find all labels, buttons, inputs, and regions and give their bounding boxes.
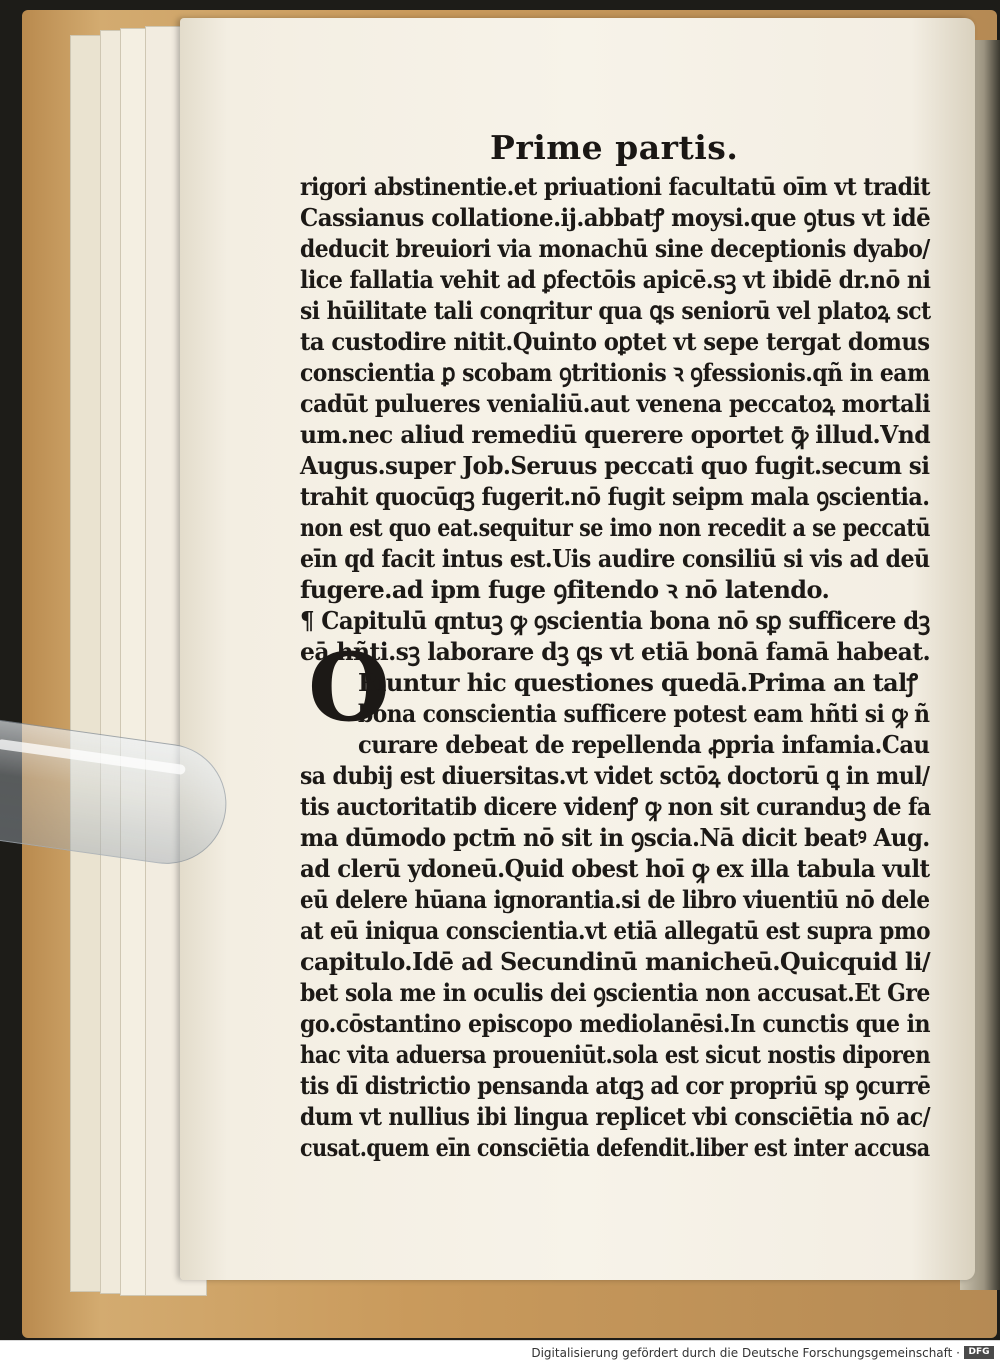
text-line: bona conscientia sufficere potest eam hñti si ꝙ ñ [358,699,930,728]
text-line: lice fallatia vehit ad ꝑfectōis apicē.sꝫ vt ibidē dr.nō ni [300,265,931,294]
text-line: um.nec aliud remediū querere oportet ꝙ̄ illud.Vnd [300,420,931,449]
drop-cap: O [308,633,390,743]
text-line: capitulo.Idē ad Secundinū manicheū.Quicquid li/ [300,947,931,976]
text-line: tis auctoritatib dicere videnꝭ ꝙ non sit curanduꝫ de fa [300,792,931,821]
text-line: Riuntur hic questiones quedā.Prima an talꝭ [358,668,918,697]
dfg-logo: DFG [964,1346,994,1359]
text-line: bet sola me in oculis dei ꝯscientia non accusat.Et Gre [300,978,930,1007]
text-line: curare debeat de repellenda ꝓpria infamia.Cau [358,730,930,759]
text-line: fugere.ad ipm fuge ꝯfitendo ꝛ nō latendo. [300,575,830,604]
text-line: rigori abstinentie.et priuationi facultatū oīm vt tradit [300,172,930,201]
text-line: ta custodire nitit.Quinto oꝑtet vt sepe tergat domus [300,327,930,356]
text-line: Cassianus collatione.ij.abbatꝭ moysi.que ꝯtus vt idē [300,203,931,232]
text-line: si hūilitate tali conqritur qua ꝗs seniorū vel platoꝝ sct [300,296,931,325]
funding-credit: Digitalisierung gefördert durch die Deutsche Forschungsgemeinschaft · [531,1346,960,1360]
text-line: dum vt nullius ibi lingua replicet vbi consciētia nō ac/ [300,1102,931,1131]
text-line: ad clerū ydoneū.Quid obest hoī ꝙ ex illa tabula vult [300,854,930,883]
text-line: conscientia ꝑ scobam ꝯtritionis ꝛ ꝯfessionis.qñ in eam [300,358,930,387]
text-line: trahit quocūqꝫ fugerit.nō fugit seipm mala ꝯscientia. [300,482,930,511]
text-line: non est quo eat.sequitur se imo non recedit a se peccatū [300,513,931,542]
text-line: ma dūmodo pctm̄ nō sit in ꝯscia.Nā dicit beatꝰ Aug. [300,823,930,852]
text-line: Augus.super Job.Seruus peccati quo fugit.secum si [300,451,930,480]
footer-bar [0,1340,1000,1364]
text-line: cusat.quem eīn consciētia defendit.liber est inter accusa [300,1133,930,1162]
text-line: hac vita aduersa proueniūt.sola est sicut nostis diporen [300,1040,931,1069]
text-line: eū delere hūana ignorantia.si de libro viuentiū nō dele [300,885,930,914]
chapter-heading-line: eā hñti.sꝫ laborare dꝫ ꝗs vt etiā bonā famā habeat. [300,637,931,666]
running-head: Prime partis. [490,128,739,167]
text-line: sa dubij est diuersitas.vt videt sctōꝝ doctorū ꝗ in mul/ [300,761,930,790]
chapter-heading-line: ¶ Capitulū qntuꝫ ꝙ ꝯscientia bona nō sꝑ sufficere dꝫ [300,606,930,635]
text-line: go.cōstantino episcopo mediolanēsi.In cunctis que in [300,1009,931,1038]
text-line: tis dī districtio pensanda atqꝫ ad cor propriū sꝑ ꝯcurrē [300,1071,931,1100]
text-line: deducit breuiori via monachū sine deceptionis dyabo/ [300,234,930,263]
text-line: cadūt pulueres venialiū.aut venena peccatoꝝ mortali [300,389,931,418]
text-line: eīn qd facit intus est.Uis audire consiliū si vis ad deū [300,544,930,573]
text-line: at eū iniqua conscientia.vt etiā allegatū est supra pmo [300,916,931,945]
